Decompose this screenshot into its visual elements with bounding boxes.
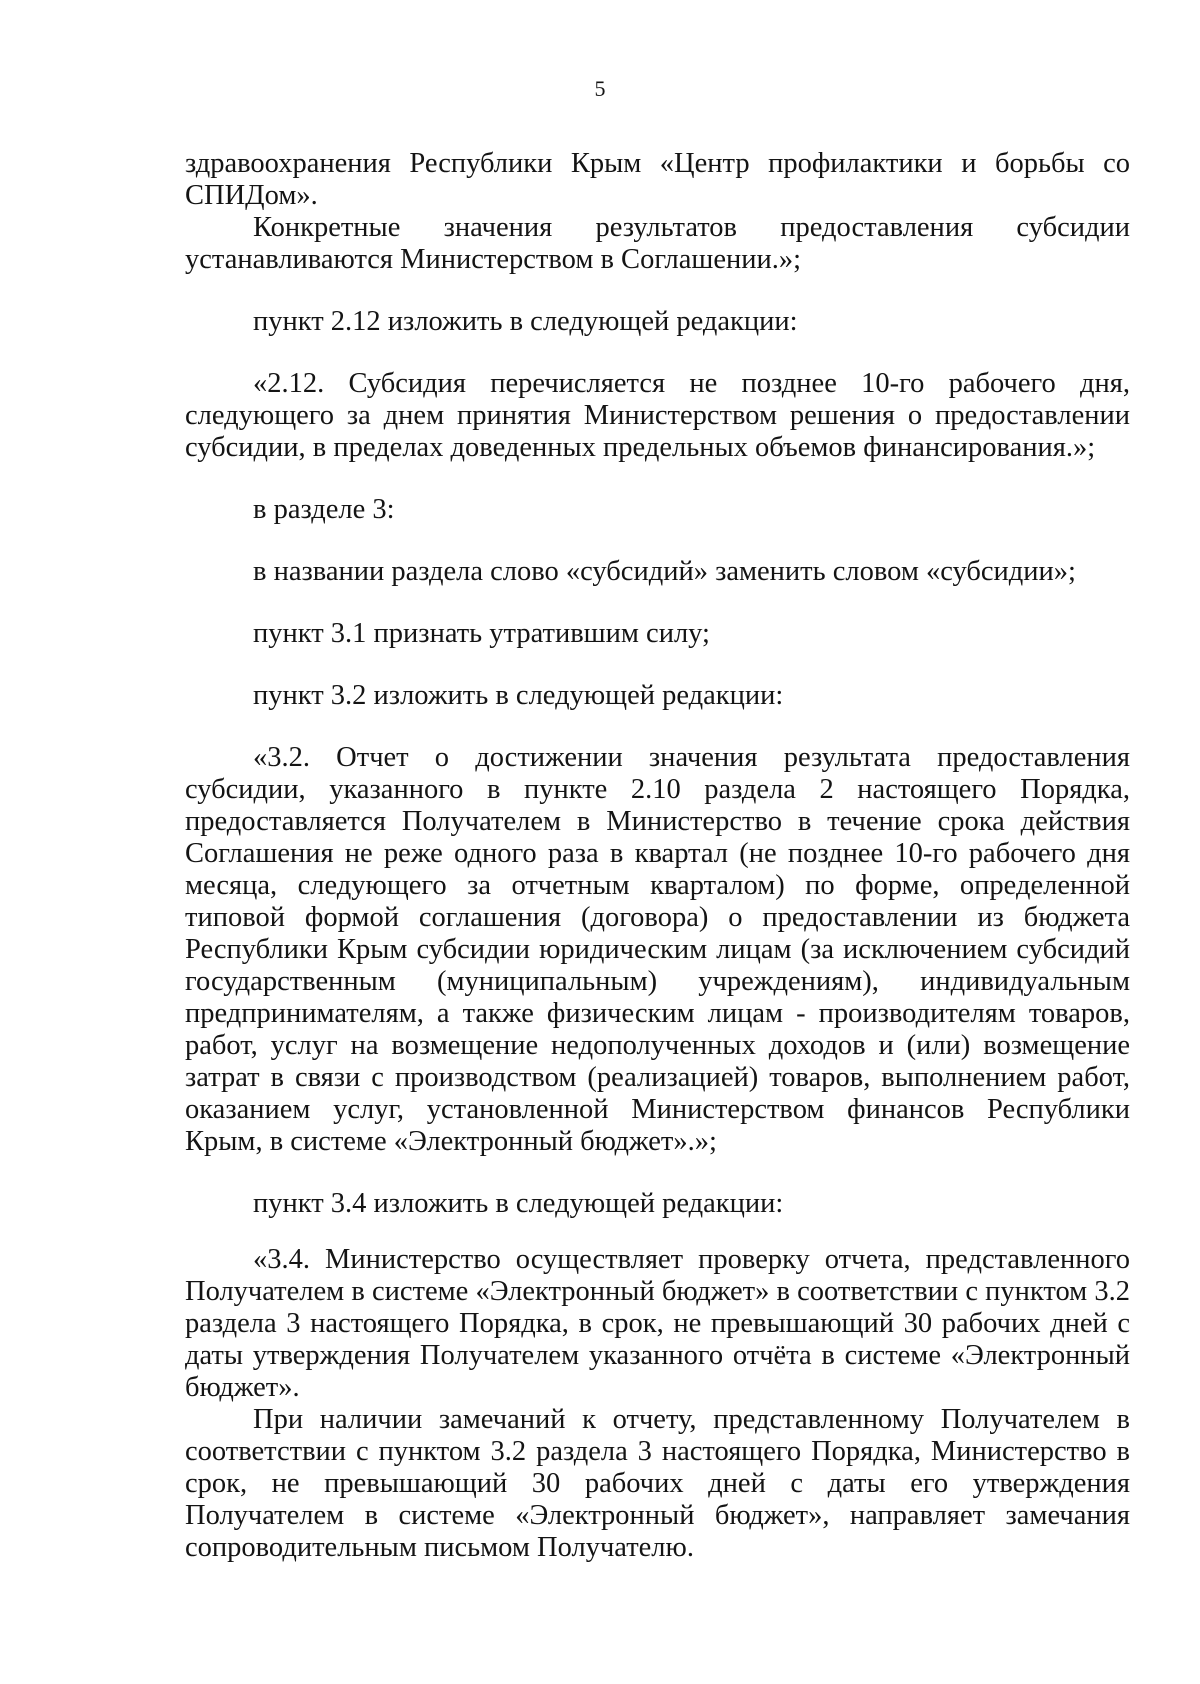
- paragraph-clause-3-2: «3.2. Отчет о достижении значения результата предоставления субсидии, указанного в пункте 2.10 раздела 2 настоящего Порядка, предоставляется Получателем в Министерство в течение срока действия Соглашения не реже одного раза в квартал (не позднее 10-го рабочего дня месяца, следующего за отчетным кварталом) по форме, определенной типовой формой соглашения (договора) о предоставлении из бюджета Республики Крым субсидии юридическим лицам (за исключением субсидий государственным (муниципальным) учреждениям), индивидуальным предпринимателям, а также физическим лицам - производителям товаров, работ, услуг на возмещение недополученных доходов и (или) возмещение затрат в связи с производством (реализацией) товаров, выполнением работ, оказанием услуг, установленной Министерством финансов Республики Крым, в системе «Электронный бюджет».»;: [185, 742, 1130, 1157]
- paragraph-clause-3-4-intro: пункт 3.4 изложить в следующей редакции:: [253, 1188, 784, 1219]
- paragraph-continuation: здравоохранения Республики Крым «Центр профилактики и борьбы со СПИДом».: [185, 148, 1130, 211]
- page-number: 5: [594, 76, 606, 101]
- document-body: [185, 148, 1130, 1564]
- paragraph-clause-2-12-intro: пункт 2.12 изложить в следующей редакции:: [253, 306, 798, 337]
- paragraph-section-3-intro: в разделе 3:: [253, 494, 395, 525]
- paragraph-remarks: При наличии замечаний к отчету, представленному Получателем в соответствии с пунктом 3.2 раздела 3 настоящего Порядка, Министерство в срок, не превышающий 30 рабочих дней с даты его утверждения Получателем в системе «Электронный бюджет», направляет замечания сопроводительным письмом Получателю.: [185, 1404, 1130, 1563]
- paragraph-clause-3-2-intro: пункт 3.2 изложить в следующей редакции:: [253, 680, 784, 711]
- paragraph-result-values: Конкретные значения результатов предоставления субсидии устанавливаются Министерством в Соглашении.»;: [185, 212, 1130, 275]
- paragraph-clause-3-1: пункт 3.1 признать утратившим силу;: [253, 618, 710, 649]
- paragraph-section-title-change: в названии раздела слово «субсидий» заменить словом «субсидии»;: [253, 556, 1076, 587]
- paragraph-clause-3-4: «3.4. Министерство осуществляет проверку отчета, представленного Получателем в системе «Электронный бюджет» в соответствии с пунктом 3.2 раздела 3 настоящего Порядка, в срок, не превышающий 30 рабочих дней с даты утверждения Получателем указанного отчёта в системе «Электронный бюджет».: [185, 1244, 1130, 1403]
- paragraph-clause-2-12: «2.12. Субсидия перечисляется не позднее 10-го рабочего дня, следующего за днем принятия Министерством решения о предоставлении субсидии, в пределах доведенных предельных объемов финансирования.»;: [185, 368, 1130, 463]
